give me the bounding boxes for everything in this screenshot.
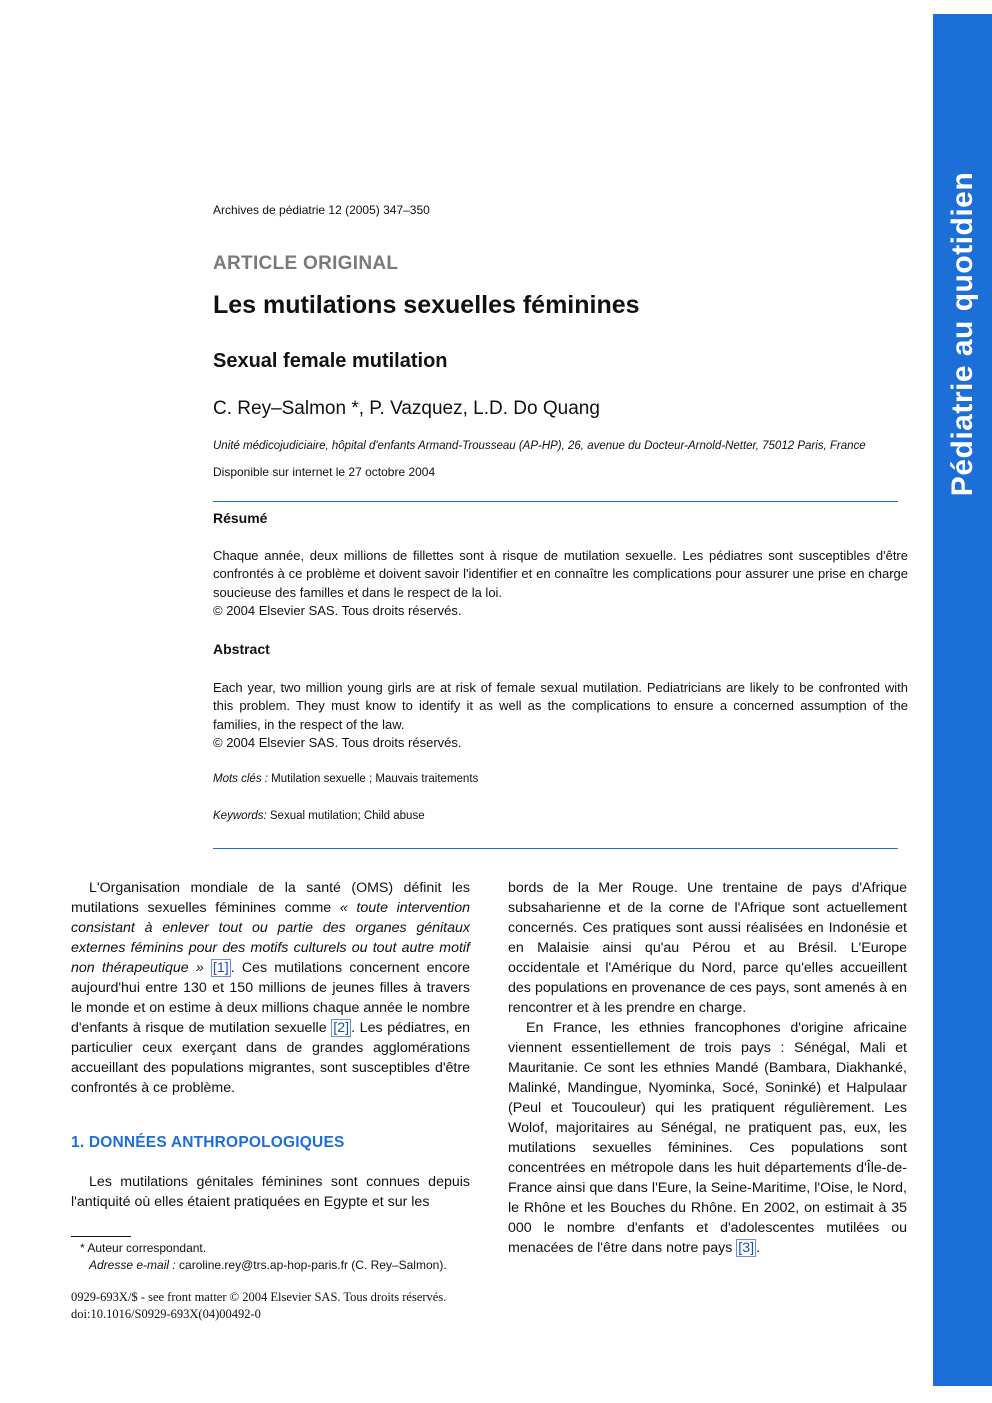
keywords-fr-label: Mots clés : (213, 773, 268, 785)
resume-heading: Résumé (213, 510, 268, 526)
abstract-text: Each year, two million young girls are at risk of female sexual mutilation. Pediatricians are likely to be confronted with this problem. They must know to identify it as well as the complications to ensure a concerned assumption of the families, in the respect of the law. (213, 680, 908, 732)
journal-sidebar (933, 14, 992, 1386)
availability-date: Disponible sur internet le 27 octobre 2004 (213, 465, 436, 479)
right-column (508, 878, 907, 1258)
right-paragraph-2-end: . (756, 1240, 761, 1256)
left-column-section1 (71, 1172, 470, 1212)
keywords-fr-value: Mutilation sexuelle ; Mauvais traitements (271, 773, 479, 785)
section1-paragraph: Les mutilations génitales féminines sont connues depuis l'antiquité où elles étaient pratiquées en Egypte et sur les (71, 1174, 470, 1210)
keywords-en-label: Keywords: (213, 810, 267, 822)
abstract-heading: Abstract (213, 641, 270, 657)
article-subtitle: Sexual female mutilation (213, 350, 448, 372)
keywords-en-value: Sexual mutilation; Child abuse (269, 810, 425, 822)
left-column-intro (71, 878, 470, 1098)
oms-quote: « toute intervention consistant à enlever tout ou partie des organes génitaux externes féminins pour des motifs culturels ou tout autre motif non thérapeutique » (71, 900, 470, 976)
reference-2[interactable]: [2] (333, 1020, 350, 1036)
keywords-en (213, 810, 425, 822)
top-divider (213, 501, 898, 502)
sidebar-label: Pédiatrie au quotidien (945, 171, 979, 497)
intro-text-a: L'Organisation mondiale de la santé (OMS) définit les mutilations sexuelles féminines comme (71, 880, 470, 916)
resume-copyright: © 2004 Elsevier SAS. Tous droits réservés. (213, 603, 462, 619)
intro-text-b: . Ces mutilations concernent encore aujourd'hui entre 130 et 150 millions de jeunes filles à travers le monde et on estime à deux millions chaque année le nombre d'enfants à risque de mutilation sexuelle (71, 960, 470, 1036)
footnote-author: * Auteur correspondant. (80, 1241, 207, 1255)
abstract-block (213, 679, 908, 753)
authors: C. Rey–Salmon *, P. Vazquez, L.D. Do Quang (213, 398, 600, 419)
issn-line: 0929-693X/$ - see front matter © 2004 Elsevier SAS. Tous droits réservés. (71, 1290, 447, 1304)
email-value[interactable]: caroline.rey@trs.ap-hop-paris.fr (C. Rey–Salmon). (179, 1258, 447, 1272)
article-type: ARTICLE ORIGINAL (213, 253, 399, 274)
bottom-divider (213, 848, 898, 849)
abstract-copyright: © 2004 Elsevier SAS. Tous droits réservés. (213, 735, 462, 751)
keywords-fr (213, 773, 478, 785)
doi-line[interactable]: doi:10.1016/S0929-693X(04)00492-0 (71, 1307, 261, 1321)
article-title: Les mutilations sexuelles féminines (213, 291, 640, 319)
reference-1[interactable]: [1] (212, 960, 229, 976)
footnote-rule (71, 1236, 131, 1237)
right-paragraph-1: bords de la Mer Rouge. Une trentaine de pays d'Afrique subsaharienne et de la corne de l'Afrique sont actuellement concernés. Ces pratiques sont aussi réalisées en Indonésie et en Malaisie ainsi qu'au Pérou et au Brésil. L'Europe occidentale et l'Amérique du Nord, parce qu'elles accueillent des populations en provenance de ces pays, sont amenés à en rencontrer et à les prendre en charge. (508, 880, 907, 1016)
email-label: Adresse e-mail : (89, 1258, 176, 1272)
affiliation: Unité médicojudiciaire, hôpital d'enfants Armand-Trousseau (AP-HP), 26, avenue du Docteur-Arnold-Netter, 75012 Paris, France (213, 440, 866, 452)
reference-3[interactable]: [3] (738, 1240, 755, 1256)
section-1-heading: 1. DONNÉES ANTHROPOLOGIQUES (71, 1134, 345, 1151)
right-paragraph-2: En France, les ethnies francophones d'origine africaine viennent essentiellement de trois pays : Sénégal, Mali et Mauritanie. Ce sont les ethnies Mandé (Bambara, Diakhanké, Malinké, Mandingue, Nyominka, Socé, Soninké) et Halpulaar (Peul et Toucouleur) qui les pratiquent régulièrement. Les Wolof, majoritaires au Sénégal, ne pratiquent pas, eux, les mutilations sexuelles féminines. Ces populations sont concentrées en métropole dans les huit départements d'Île-de-France ainsi que dans l'Eure, la Seine-Maritime, l'Oise, le Nord, le Rhône et les Bouches du Rhône. En 2002, on estimait à 35 000 le nombre d'enfants et d'adolescentes mutilées ou menacées de l'être dans notre pays (508, 1020, 907, 1256)
footnote-email (89, 1258, 447, 1272)
resume-text: Chaque année, deux millions de fillettes sont à risque de mutilation sexuelle. Les pédiatres sont susceptibles d'être confrontés à ce problème et doivent savoir l'identifier et en connaître les complications pour assurer une prise en charge soucieuse des familles et dans le respect de la loi. (213, 548, 908, 600)
intro-text-c: . Les pédiatres, en particulier ceux exerçant dans de grandes agglomérations accueillant des populations migrantes, sont susceptibles d'être confrontés à ce problème. (71, 1020, 470, 1096)
journal-citation: Archives de pédiatrie 12 (2005) 347–350 (213, 203, 430, 217)
resume-block (213, 547, 908, 621)
